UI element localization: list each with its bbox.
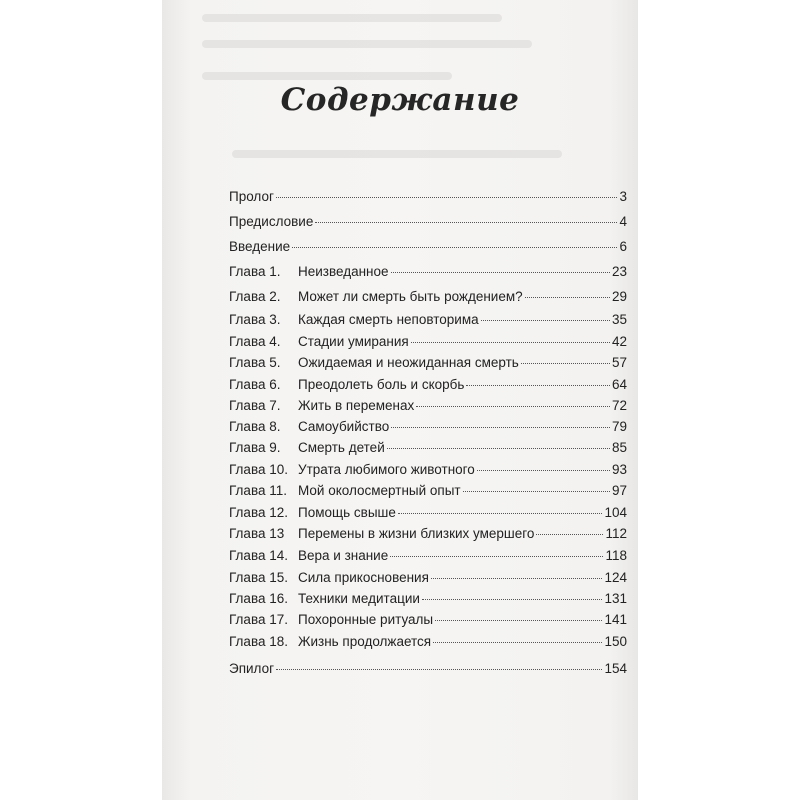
toc-row-chapter-16[interactable] xyxy=(229,591,627,611)
toc-row-chapter-7[interactable] xyxy=(229,398,627,418)
dot-leader xyxy=(416,405,610,407)
toc-entry-title: Жизнь продолжается xyxy=(298,634,432,649)
toc-row-epilogue[interactable] xyxy=(229,661,627,681)
dot-leader xyxy=(477,469,610,471)
toc-row-chapter-15[interactable] xyxy=(229,570,627,590)
toc-chapter-label: Глава 7. xyxy=(229,398,281,413)
toc-row-chapter-2[interactable] xyxy=(229,289,627,309)
toc-row-chapter-5[interactable] xyxy=(229,355,627,375)
toc-chapter-label: Глава 9. xyxy=(229,440,281,455)
toc-chapter-label: Глава 18. xyxy=(229,634,288,649)
toc-entry-title: Пролог xyxy=(229,189,274,204)
toc-entry-title: Предисловие xyxy=(229,214,314,229)
toc-page-number: 118 xyxy=(605,548,627,563)
toc-entry-title: Введение xyxy=(229,239,291,254)
toc-page-number: 104 xyxy=(604,505,627,520)
bleed-through-line xyxy=(202,72,452,80)
bleed-through-line xyxy=(202,14,502,22)
dot-leader xyxy=(536,533,603,535)
toc-page-number: 35 xyxy=(611,312,627,327)
toc-row-preface[interactable] xyxy=(229,214,627,234)
toc-row-chapter-17[interactable] xyxy=(229,612,627,632)
dot-leader xyxy=(525,296,610,298)
toc-entry-title: Стадии умирания xyxy=(298,334,409,349)
dot-leader xyxy=(390,555,603,557)
dot-leader xyxy=(411,341,610,343)
toc-row-chapter-12[interactable] xyxy=(229,505,627,525)
toc-entry-title: Перемены в жизни близких умершего xyxy=(298,526,535,541)
dot-leader xyxy=(276,668,602,670)
toc-entry-title: Техники медитации xyxy=(298,591,420,606)
toc-chapter-label: Глава 12. xyxy=(229,505,288,520)
toc-page-number: 79 xyxy=(611,419,627,434)
toc-row-chapter-13[interactable] xyxy=(229,526,627,546)
toc-chapter-label: Глава 10. xyxy=(229,462,288,477)
toc-row-introduction[interactable] xyxy=(229,239,627,259)
dot-leader xyxy=(481,319,610,321)
toc-entry-title: Неизведанное xyxy=(298,264,389,279)
dot-leader xyxy=(387,447,610,449)
bleed-through-line xyxy=(232,150,562,158)
toc-page-number: 3 xyxy=(619,189,627,204)
dot-leader xyxy=(391,426,610,428)
toc-entry-title: Каждая смерть неповторима xyxy=(298,312,479,327)
toc-page-number: 29 xyxy=(611,289,627,304)
dot-leader xyxy=(521,362,610,364)
toc-page-number: 154 xyxy=(604,661,627,676)
toc-entry-title: Может ли смерть быть рождением? xyxy=(298,289,523,304)
toc-row-chapter-9[interactable] xyxy=(229,440,627,460)
toc-page-number: 93 xyxy=(611,462,627,477)
toc-row-prologue[interactable] xyxy=(229,189,627,209)
toc-page-number: 97 xyxy=(611,483,627,498)
toc-row-chapter-1[interactable] xyxy=(229,264,627,284)
toc-entry-title: Ожидаемая и неожиданная смерть xyxy=(298,355,519,370)
dot-leader xyxy=(422,598,603,600)
toc-entry-title: Вера и знание xyxy=(298,548,389,563)
dot-leader xyxy=(433,641,602,643)
toc-entry-title: Мой околосмертный опыт xyxy=(298,483,461,498)
toc-chapter-label: Глава 1. xyxy=(229,264,281,279)
toc-chapter-label: Глава 14. xyxy=(229,548,288,563)
toc-page-number: 57 xyxy=(611,355,627,370)
page-title: Содержание xyxy=(280,82,520,118)
toc-page-number: 6 xyxy=(619,239,627,254)
toc-page-number: 72 xyxy=(611,398,627,413)
toc-chapter-label: Глава 2. xyxy=(229,289,281,304)
toc-chapter-label: Глава 16. xyxy=(229,591,288,606)
toc-entry-title: Утрата любимого животного xyxy=(298,462,475,477)
toc-entry-title: Преодолеть боль и скорбь xyxy=(298,377,465,392)
toc-entry-title: Смерть детей xyxy=(298,440,385,455)
dot-leader xyxy=(463,490,610,492)
toc-row-chapter-14[interactable] xyxy=(229,548,627,568)
toc-page-number: 131 xyxy=(604,591,627,606)
toc-page-number: 42 xyxy=(611,334,627,349)
dot-leader xyxy=(391,271,610,273)
toc-row-chapter-10[interactable] xyxy=(229,462,627,482)
toc-entry-title: Помощь свыше xyxy=(298,505,396,520)
toc-row-chapter-8[interactable] xyxy=(229,419,627,439)
toc-row-chapter-6[interactable] xyxy=(229,377,627,397)
toc-page-number: 23 xyxy=(611,264,627,279)
toc-chapter-label: Глава 11. xyxy=(229,483,287,498)
toc-chapter-label: Глава 8. xyxy=(229,419,281,434)
toc-page-number: 85 xyxy=(611,440,627,455)
toc-row-chapter-11[interactable] xyxy=(229,483,627,503)
toc-page-number: 64 xyxy=(611,377,627,392)
dot-leader xyxy=(276,196,618,198)
toc-entry-title: Сила прикосновения xyxy=(298,570,429,585)
toc-chapter-label: Глава 5. xyxy=(229,355,281,370)
toc-page-number: 141 xyxy=(604,612,627,627)
toc-entry-title: Эпилог xyxy=(229,661,275,676)
toc-entry-title: Похоронные ритуалы xyxy=(298,612,434,627)
toc-chapter-label: Глава 15. xyxy=(229,570,288,585)
dot-leader xyxy=(466,384,610,386)
toc-page-number: 150 xyxy=(604,634,627,649)
toc-chapter-label: Глава 3. xyxy=(229,312,281,327)
dot-leader xyxy=(431,577,603,579)
toc-row-chapter-4[interactable] xyxy=(229,334,627,354)
bleed-through-line xyxy=(202,40,532,48)
toc-chapter-label: Глава 6. xyxy=(229,377,281,392)
toc-chapter-label: Глава 13 xyxy=(229,526,285,541)
toc-page-number: 124 xyxy=(604,570,627,585)
toc-page-number: 4 xyxy=(619,214,627,229)
dot-leader xyxy=(315,221,617,223)
dot-leader xyxy=(292,246,617,248)
toc-chapter-label: Глава 17. xyxy=(229,612,288,627)
toc-page-number: 112 xyxy=(605,526,627,541)
toc-row-chapter-3[interactable] xyxy=(229,312,627,332)
dot-leader xyxy=(435,619,602,621)
toc-entry-title: Жить в переменах xyxy=(298,398,415,413)
toc-entry-title: Самоубийство xyxy=(298,419,390,434)
toc-row-chapter-18[interactable] xyxy=(229,634,627,654)
dot-leader xyxy=(398,512,603,514)
toc-chapter-label: Глава 4. xyxy=(229,334,281,349)
